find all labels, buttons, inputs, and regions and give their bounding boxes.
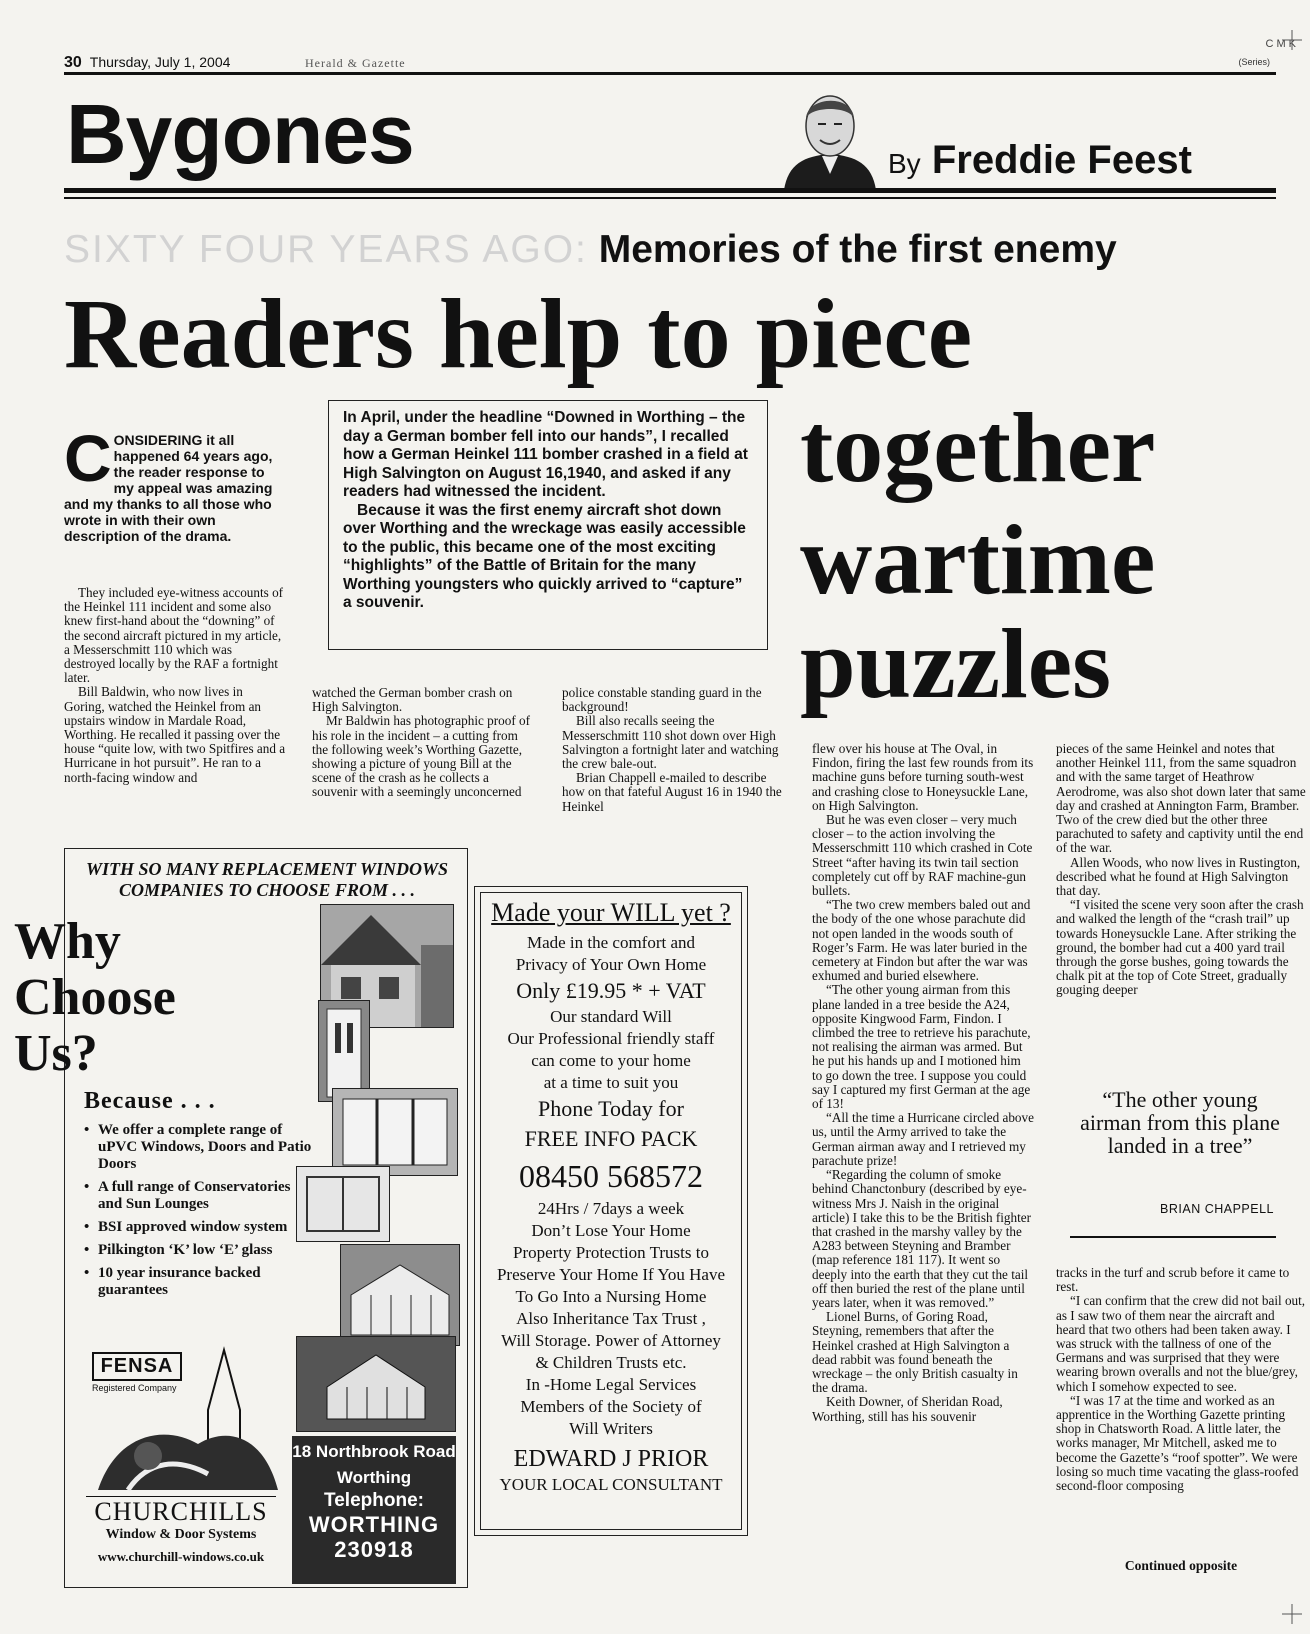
will-line: Will Storage. Power of Attorney <box>501 1331 721 1350</box>
will-line: Our standard Will <box>550 1007 672 1026</box>
advert-headline <box>14 914 176 1082</box>
article-intro <box>64 421 286 544</box>
pull-quote-attribution: BRIAN CHAPPELL <box>1160 1202 1274 1216</box>
list-item: • 10 year insurance backed guarantees <box>84 1265 314 1299</box>
address-line-1: 18 Northbrook Road <box>292 1442 456 1461</box>
paragraph: “Regarding the column of smoke behind Chanctonbury (described by eye-witness Mrs J. Naish in the original article) I take this to be the British fighter that crashed in the marshy valley by the A283 between Steyning and Bramber (map reference 181 117). It went so deeply into the earth that they cut the tail off then buried the rest of the plane until years later, when it was removed.” <box>812 1167 1031 1310</box>
paragraph: Bill also recalls seeing the Messerschmitt 110 shot down over High Salvington a fortnight later and watching the crew bale-out. <box>562 713 779 772</box>
will-line: Property Protection Trusts to <box>513 1243 709 1262</box>
kicker-ghost: SIXTY FOUR YEARS AGO: <box>64 228 588 271</box>
advert-headline-line: Choose <box>14 969 176 1026</box>
will-line: can come to your home <box>531 1051 691 1070</box>
article-column-4 <box>812 742 1034 1424</box>
advert-headline-line: Why <box>14 913 121 970</box>
kicker <box>64 228 1117 272</box>
will-line: Also Inheritance Tax Trust , <box>516 1309 706 1328</box>
will-line: In -Home Legal Services <box>525 1375 697 1394</box>
continued-note: Continued opposite <box>1124 1558 1238 1573</box>
intro-box-para-2: Because it was the first enemy aircraft shot down over Worthing and the wreckage was easily accessible to the public, this became one of the most exciting “highlights” of the Battle of Britain for the many Worthing youngsters who quickly arrived to “capture” a souvenir. <box>343 501 746 611</box>
paragraph: Allen Woods, who now lives in Rustington, described what he found at High Salvington that day. <box>1056 854 1301 899</box>
advert-tagline: WITH SO MANY REPLACEMENT WINDOWS COMPANIES TO CHOOSE FROM . . . <box>85 859 449 900</box>
article-column-2 <box>312 686 534 800</box>
header-rule <box>64 72 1276 75</box>
consultant-name: EDWARD J PRIOR <box>513 1446 709 1472</box>
paragraph: But he was even closer – very much closer – to the action involving the Messerschmitt 110 which crashed in Cote Street “after having its twin tail section completely cut off by RAF machine-gun bullets. <box>812 812 1033 899</box>
will-line: To Go Into a Nursing Home <box>515 1287 707 1306</box>
company-name: CHURCHILLS <box>86 1496 276 1527</box>
paragraph: police constable standing guard in the background! <box>562 685 762 715</box>
interior-photo <box>296 1166 390 1242</box>
list-item: • We offer a complete range of uPVC Windows, Doors and Patio Doors <box>84 1122 314 1173</box>
paragraph: Keith Downer, of Sheridan Road, Worthing, still has his souvenir <box>812 1394 1003 1424</box>
masthead: Herald & Gazette <box>305 56 406 70</box>
pull-quote: “The other young airman from this plane landed in a tree” <box>1080 1087 1280 1158</box>
fensa-caption: Registered Company <box>92 1383 177 1393</box>
will-line: at a time to suit you <box>543 1073 679 1092</box>
will-price: Only £19.95 * + VAT <box>516 978 706 1003</box>
will-cta: FREE INFO PACK <box>524 1126 698 1151</box>
will-line: Privacy of Your Own Home <box>515 955 707 974</box>
advert-headline-line: Us? <box>14 1025 98 1082</box>
will-advert-text <box>478 898 744 1496</box>
churchills-brand <box>86 1496 276 1565</box>
sunlounge-photo <box>296 1336 456 1432</box>
series-label: (Series) <box>1238 57 1270 67</box>
paragraph: flew over his house at The Oval, in Findon, firing the last few rounds from its machine guns before turning south-west and crashing close to Honeysuckle Lane, on High Salvington. <box>812 741 1034 813</box>
paragraph: Mr Baldwin has photographic proof of his role in the incident – a cutting from the following week’s Worthing Gazette, showing a picture of young Bill at the scene of the crash as he collects a souvenir with a seemingly unconcerned <box>312 713 531 800</box>
company-website: www.churchill-windows.co.uk <box>97 1549 265 1564</box>
address-line-2: Worthing <box>336 1468 412 1487</box>
paragraph: “I visited the scene very soon after the crash and walked the length of the “crash trail” up towards Honeysuckle Lane. After striking the ground, the bomber had cut a 400 yard trail through the gorse bushes, going towards the chalk pit at the top of Cote Street, gradually gouging deeper <box>1056 897 1304 998</box>
paragraph: pieces of the same Heinkel and notes that another Heinkel 111, from the same squadron and with the same target of Heathrow Aerodrome, was also shot down later that same day and crashed at Annington Farm, Bramber. Two of the crew died but the other three parachuted to safety and captivity until the end of the war. <box>1056 741 1306 856</box>
article-column-3 <box>562 686 784 814</box>
paragraph: They included eye-witness accounts of the Heinkel 111 incident and some also knew first-hand about the “downing” of the second aircraft pictured in my article, a Messerschmitt 110 which was destroyed locally by the RAF a fortnight later. <box>64 585 284 686</box>
telephone-number: 230918 <box>334 1537 414 1562</box>
will-line: Preserve Your Home If You Have <box>496 1265 726 1284</box>
will-phone: 08450 568572 <box>519 1158 703 1194</box>
paragraph: watched the German bomber crash on High Salvington. <box>312 685 513 715</box>
will-line: Members of the Society of <box>520 1397 702 1416</box>
window-photo <box>332 1088 458 1176</box>
consultant-title: YOUR LOCAL CONSULTANT <box>499 1475 723 1494</box>
advert-contact-panel <box>292 1436 456 1584</box>
headline-line-2: together <box>800 392 1156 503</box>
advert-because: Because . . . <box>84 1088 216 1114</box>
pull-quote-rule <box>1070 1236 1276 1238</box>
company-tagline: Window & Door Systems <box>105 1527 257 1542</box>
will-line: & Children Trusts etc. <box>535 1353 687 1372</box>
will-cta: Phone Today for <box>538 1096 684 1121</box>
paragraph: “All the time a Hurricane circled above us, until the Army arrived to take the German airman away and I retrieved my parachute prize! <box>812 1110 1034 1168</box>
paragraph: “I was 17 at the time and worked as an apprentice in the Worthing Gazette printing shop in Chatsworth Road. A little later, the works manager, Mr Mitchell, asked me to become the Gazette’s “roof spotter”. We were losing so much time vacating the glass-roofed second-floor composing <box>1056 1392 1299 1494</box>
issue-date: Thursday, July 1, 2004 <box>89 54 231 70</box>
will-line: Will Writers <box>569 1419 653 1438</box>
article-column-5-continued <box>1056 1266 1306 1493</box>
will-line: Made in the comfort and <box>526 933 696 952</box>
headline-line-4: puzzles <box>800 608 1112 719</box>
byline-by: By <box>888 148 921 179</box>
door-photo <box>318 1000 370 1102</box>
list-item: • A full range of Conservatories and Sun Lounges <box>84 1179 314 1213</box>
section-rule-thick <box>64 188 1276 193</box>
page-folio <box>64 54 230 72</box>
section-rule-thin <box>64 197 1276 199</box>
crop-mark-icon <box>1282 30 1302 50</box>
paragraph: Brian Chappell e-mailed to describe how on that fateful August 16 in 1940 the Heinkel <box>562 770 782 814</box>
intro-box <box>328 400 768 650</box>
telephone-town: WORTHING <box>308 1512 440 1537</box>
intro-box-para-1: In April, under the headline “Downed in Worthing – the day a German bomber fell into our hands”, I recalled how a German Heinkel 111 bomber crashed in a field at High Salvington on August 16,1940, and asked if any readers had witnessed the incident. <box>343 409 748 500</box>
churchills-logo <box>88 1340 284 1496</box>
print-marks: C M K <box>1265 38 1296 50</box>
byline <box>888 140 1192 180</box>
list-item: • Pilkington ‘K’ low ‘E’ glass <box>84 1242 314 1259</box>
paragraph: tracks in the turf and scrub before it came to rest. <box>1056 1265 1290 1295</box>
author-portrait <box>782 78 878 190</box>
list-item: • BSI approved window system <box>84 1219 314 1236</box>
drop-cap: C <box>64 421 112 495</box>
will-hours: 24Hrs / 7days a week <box>537 1199 685 1218</box>
paragraph: “I can confirm that the crew did not bail out, as I saw two of them near the aircraft and heard that two others had been taken away. I was struck with the tallness of one of the Germans and was surprised that they were wearing brown overalls and not the blue/grey, which I somehow expected to see. <box>1056 1293 1306 1394</box>
article-column-1 <box>64 586 286 785</box>
paragraph: “The two crew members baled out and the body of the one whose parachute did not open landed in the woods south of Roger’s Farm. He was later buried in the cemetery at Findon but after the war was exhumed and buried elsewhere. <box>812 897 1031 984</box>
paragraph: Bill Baldwin, who now lives in Goring, watched the Heinkel from an upstairs window in Mardale Road, Worthing. He recalled it passing over the house “quite low, with two Spitfires and a Hurricane in hot pursuit”. He ran to a north-facing window and <box>64 684 286 785</box>
paragraph: Lionel Burns, of Goring Road, Steyning, remembers that after the Heinkel crashed at High Salvington a dead rabbit was found beneath the wreckage – the only British casualty in the drama. <box>812 1309 1018 1396</box>
intro-text: ONSIDERING it all happened 64 years ago, the reader response to my appeal was amazing and my thanks to all those who wrote in with their own description of the drama. <box>64 432 273 544</box>
paragraph: “The other young airman from this plane landed in a tree beside the A24, opposite Kingwood Farm, Findon. I climbed the tree to retrieve his parachute, not realising the airman was armed. But he put his hands up and I motioned him to go down the tree. I suppose you could say I captured my first German at the age of 13! <box>812 982 1031 1112</box>
will-line: Our Professional friendly staff <box>507 1029 715 1048</box>
crop-mark-icon <box>1282 1604 1302 1624</box>
section-title: Bygones <box>66 87 414 181</box>
conservatory-photo <box>340 1244 460 1346</box>
advert-bullet-list <box>84 1122 314 1305</box>
byline-author: Freddie Feest <box>931 138 1192 182</box>
article-column-5 <box>1056 742 1306 998</box>
headline-line-3: wartime <box>800 504 1156 615</box>
headline-line-1: Readers help to piece <box>64 278 973 389</box>
page-number: 30 <box>64 54 82 71</box>
will-heading: Made your WILL yet ? <box>491 898 731 927</box>
kicker-text: Memories of the first enemy <box>598 228 1117 271</box>
telephone-label: Telephone: <box>324 1490 424 1511</box>
fensa-mark: FENSA <box>92 1352 182 1381</box>
will-line: Don’t Lose Your Home <box>531 1221 691 1240</box>
